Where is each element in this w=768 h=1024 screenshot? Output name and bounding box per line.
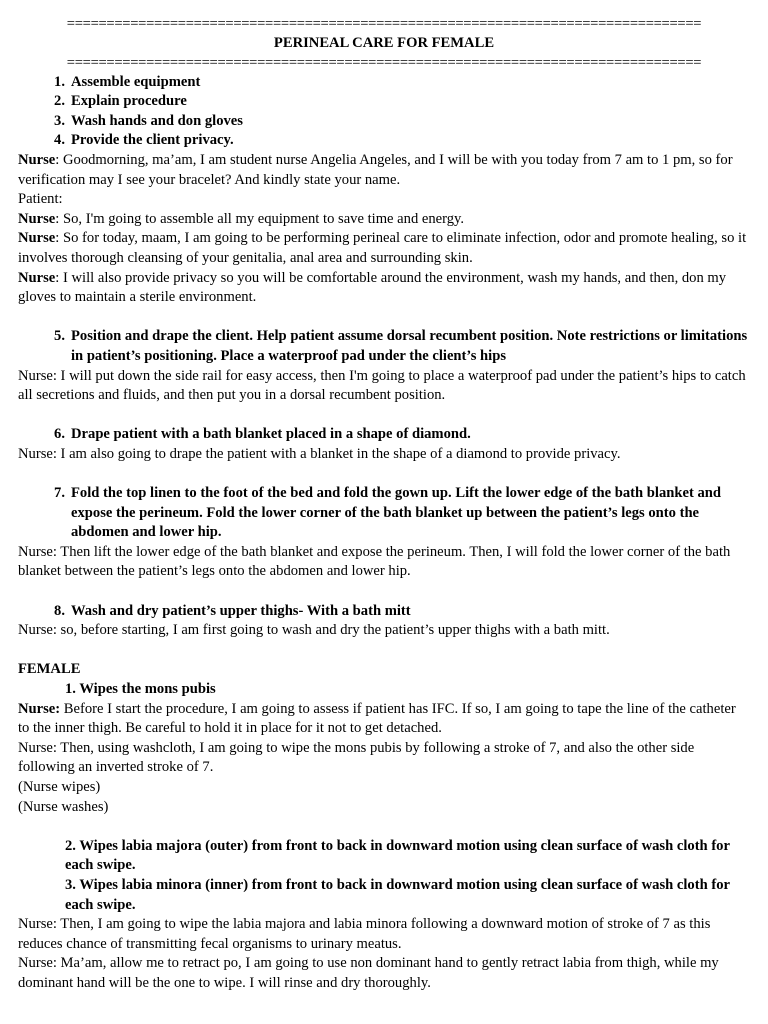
- step-number: 5.: [54, 328, 65, 345]
- nurse-line: Nurse: so, before starting, I am first going to wash and dry the patient’s upper thighs with a bath mitt.: [18, 622, 610, 639]
- speaker-label: Nurse:: [18, 700, 61, 717]
- nurse-line: Nurse: Then, I am going to wipe the labia majora and labia minora following a downward motion of stroke of 7 as this reduces chance of transmitting fecal organisms to urinary meatus.: [18, 916, 711, 952]
- step-number: 2.: [54, 93, 65, 110]
- female-substep-3: 3. Wipes labia minora (inner) from front to back in downward motion using clean surface of wash cloth for each swipe.: [65, 876, 730, 913]
- top-divider: ================================================================================: [66, 16, 702, 32]
- female-substep-1: 1. Wipes the mons pubis: [65, 681, 216, 697]
- stage-direction: (Nurse wipes): [18, 778, 101, 795]
- step-4: [18, 131, 750, 151]
- step-8: [18, 602, 750, 622]
- speaker-label: Nurse: [18, 210, 56, 227]
- step-number: 7.: [54, 485, 65, 502]
- speaker-label: Nurse: [18, 151, 56, 168]
- step-1: [18, 73, 750, 93]
- dialog-text: : Goodmorning, ma’am, I am student nurse Angelia Angeles, and I will be with you today from 7 am to 1 pm, so for verification may I see your bracelet? And kindly state your name.: [18, 151, 733, 188]
- spacer: [18, 641, 750, 661]
- nurse-line: Nurse: I will put down the side rail for easy access, then I'm going to place a waterproof pad under the patient’s hips to catch all secretions and fluids, and then put you in a dorsal recumbent position.: [18, 367, 746, 404]
- step-text: Assemble equipment: [71, 73, 201, 90]
- step-number: 8.: [54, 602, 65, 619]
- spacer: [18, 308, 750, 328]
- dialog-line: [18, 229, 750, 268]
- dialog-text: : So for today, maam, I am going to be performing perineal care to eliminate infection, odor and promote healing, so it involves thorough cleansing of your genitalia, anal area and surrounding skin.: [18, 230, 747, 266]
- step-3: [18, 112, 750, 132]
- step-text: Drape patient with a bath blanket placed in a shape of diamond.: [71, 426, 471, 443]
- step-text: Position and drape the client. Help patient assume dorsal recumbent position. Note restrictions or limitations in patient’s positioning. Place a waterproof pad under the client’s hips: [71, 328, 748, 364]
- title-divider: ================================================================================: [66, 54, 702, 71]
- step-text: Wash hands and don gloves: [71, 112, 243, 129]
- step-number: 1.: [54, 73, 65, 90]
- spacer: [18, 817, 750, 837]
- nurse-line: Nurse: I am also going to drape the patient with a blanket in the shape of a diamond to provide privacy.: [18, 445, 621, 462]
- step-number: 3.: [54, 112, 65, 129]
- dialog-line: [18, 190, 750, 210]
- stage-direction: (Nurse washes): [18, 798, 109, 815]
- step-2: [18, 92, 750, 112]
- section-heading-female: FEMALE: [18, 661, 81, 678]
- step-text: Wash and dry patient’s upper thighs- With a bath mitt: [71, 602, 411, 619]
- nurse-line: Nurse: Then, using washcloth, I am going to wipe the mons pubis by following a stroke of 7, and also the other side following an inverted stroke of 7.: [18, 739, 695, 776]
- spacer: [18, 464, 750, 484]
- step-text: Fold the top linen to the foot of the bed and fold the gown up. Lift the lower edge of the bath blanket and expose the perineum. Fold the lower corner of the bath blanket up between the patient’s legs onto the abdomen and lower hip.: [71, 485, 722, 541]
- step-number: 4.: [54, 132, 65, 149]
- speaker-label: Nurse: [18, 269, 56, 286]
- nurse-line: Nurse: Ma’am, allow me to retract po, I am going to use non dominant hand to gently retract labia from thigh, while my dominant hand will be the one to wipe. I will rinse and dry thoroughly.: [18, 955, 719, 991]
- speaker-label: Nurse: [18, 230, 56, 247]
- spacer: [18, 406, 750, 426]
- step-5: [18, 327, 750, 366]
- step-number: 6.: [54, 426, 65, 443]
- dialog-text: : I will also provide privacy so you will be comfortable around the environment, wash my hands, and then, don my gloves to maintain a sterile environment.: [18, 269, 727, 306]
- dialog-text: Before I start the procedure, I am going to assess if patient has IFC. If so, I am going to tape the line of the catheter to the inner thigh. Be careful to hold it in place for it not to get detached.: [18, 700, 736, 737]
- dialog-line: [18, 269, 750, 308]
- dialog-text: Patient:: [18, 191, 63, 208]
- nurse-line: Nurse: Then lift the lower edge of the bath blanket and expose the perineum. Then, I will fold the lower corner of the bath blanket between the patient’s legs onto the abdomen and lower hip.: [18, 543, 731, 580]
- document-title: PERINEAL CARE FOR FEMALE: [273, 35, 495, 51]
- step-text: Provide the client privacy.: [71, 132, 234, 149]
- spacer: [18, 582, 750, 602]
- dialog-line: [18, 210, 750, 230]
- nurse-line: [18, 700, 750, 739]
- step-6: [18, 425, 750, 445]
- female-substep-2: 2. Wipes labia majora (outer) from front to back in downward motion using clean surface of wash cloth for each swipe.: [65, 837, 730, 874]
- dialog-text: : So, I'm going to assemble all my equipment to save time and energy.: [55, 210, 465, 227]
- dialog-line: [18, 151, 750, 190]
- step-text: Explain procedure: [71, 93, 187, 110]
- step-7: [18, 484, 750, 543]
